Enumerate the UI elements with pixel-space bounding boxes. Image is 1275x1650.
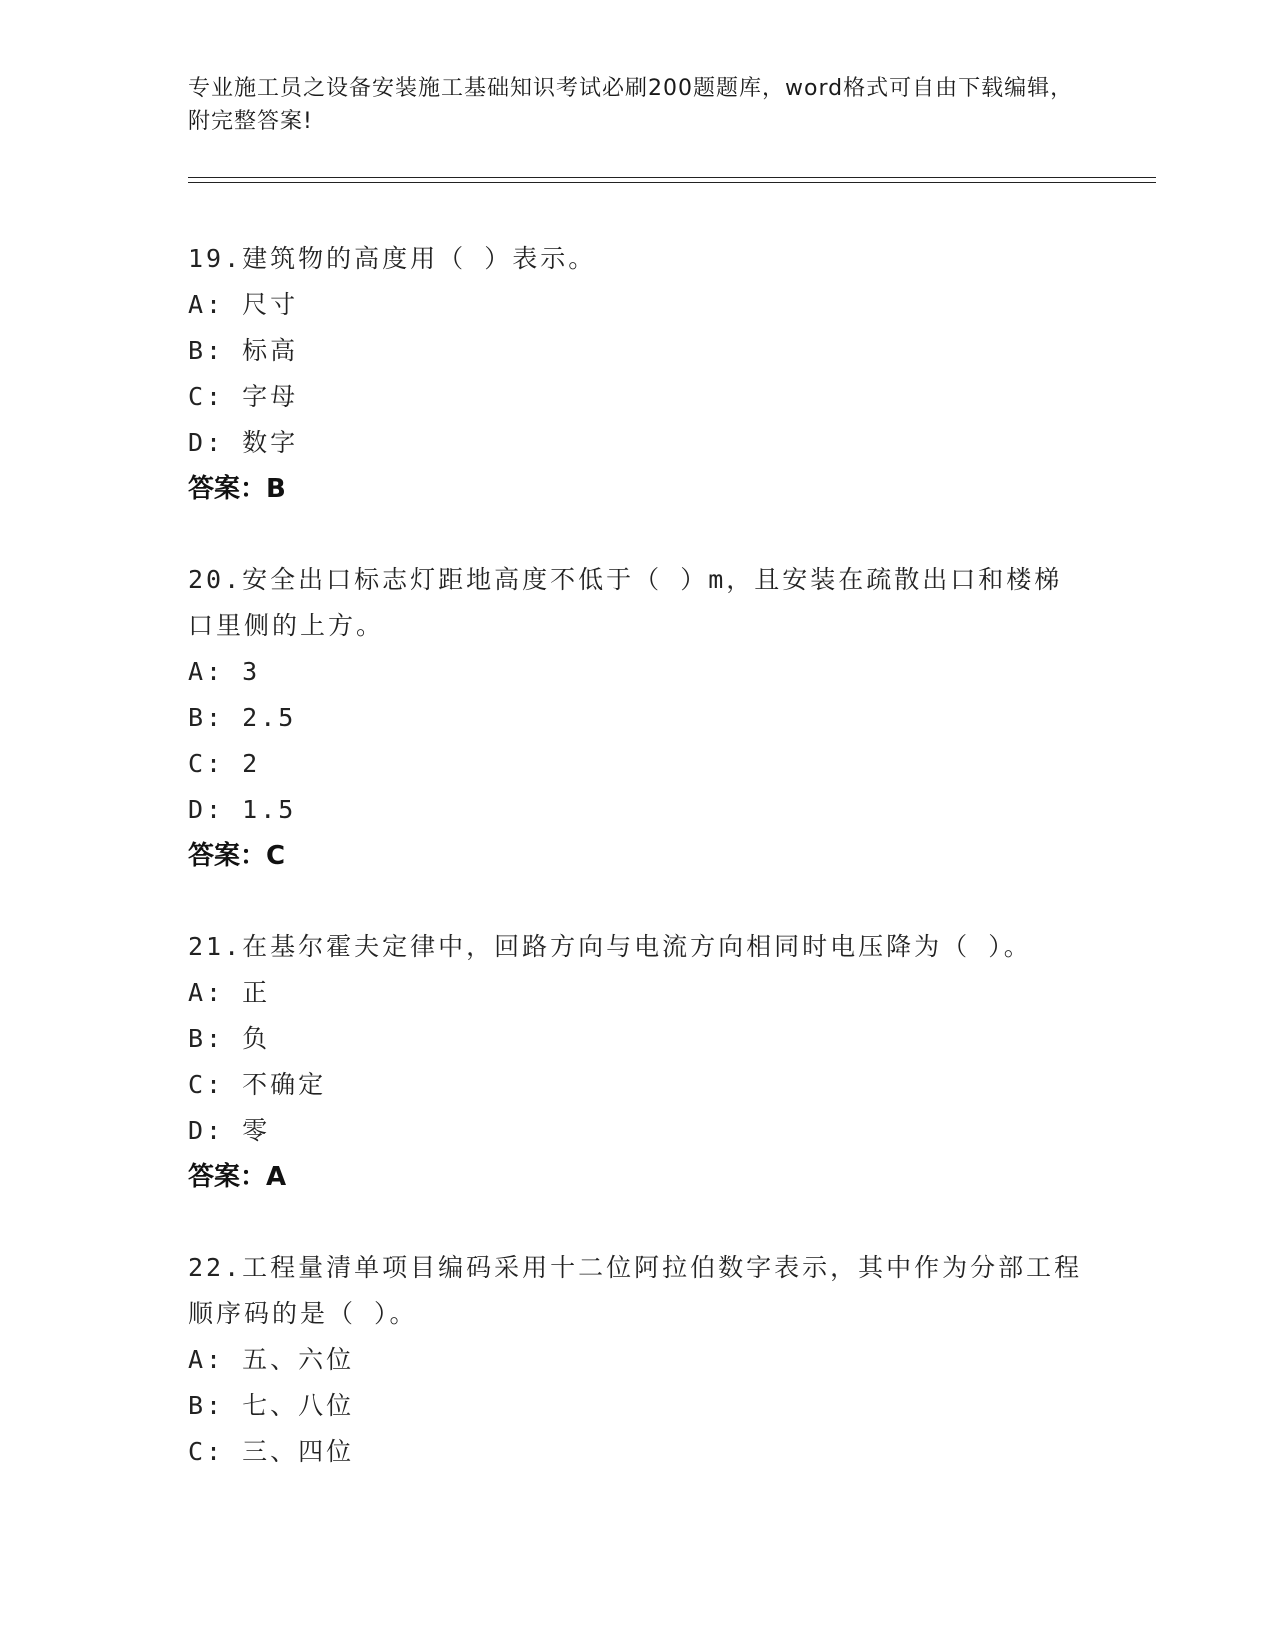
option-d: D: 零 [188, 1116, 271, 1145]
option-c: C: 三、四位 [188, 1437, 355, 1466]
question-text: 21.在基尔霍夫定律中，回路方向与电流方向相同时电压降为（ ）。 [188, 932, 1032, 961]
question-text: 22.工程量清单项目编码采用十二位阿拉伯数字表示，其中作为分部工程顺序码的是（ ）。 [188, 1253, 1083, 1328]
option-a: A: 正 [188, 978, 271, 1007]
option-b: B: 负 [188, 1024, 271, 1053]
option-c: C: 不确定 [188, 1070, 327, 1099]
option-c: C: 字母 [188, 382, 299, 411]
answer-line: 答案：C [188, 841, 286, 871]
question-19 [188, 236, 1088, 512]
document-header: 专业施工员之设备安装施工基础知识考试必刷200题题库，word格式可自由下载编辑，附完整答案! [188, 76, 1074, 134]
header-rule-top [188, 177, 1156, 178]
option-b: B: 标高 [188, 336, 299, 365]
option-c: C: 2 [188, 749, 261, 778]
answer-line: 答案：A [188, 1162, 287, 1192]
option-d: D: 1.5 [188, 795, 297, 824]
option-b: B: 2.5 [188, 703, 297, 732]
answer-line: 答案：B [188, 474, 286, 504]
option-d: D: 数字 [188, 428, 299, 457]
option-a: A: 五、六位 [188, 1345, 355, 1374]
header-rule-bottom [188, 182, 1156, 183]
question-21 [188, 924, 1088, 1200]
question-list [188, 236, 1088, 1520]
option-a: A: 尺寸 [188, 290, 299, 319]
option-b: B: 七、八位 [188, 1391, 355, 1420]
option-a: A: 3 [188, 657, 261, 686]
question-text: 19.建筑物的高度用（ ）表示。 [188, 244, 597, 273]
question-text: 20.安全出口标志灯距地高度不低于（ ）m，且安装在疏散出口和楼梯口里侧的上方。 [188, 565, 1063, 640]
question-20 [188, 557, 1088, 879]
question-22 [188, 1245, 1088, 1475]
